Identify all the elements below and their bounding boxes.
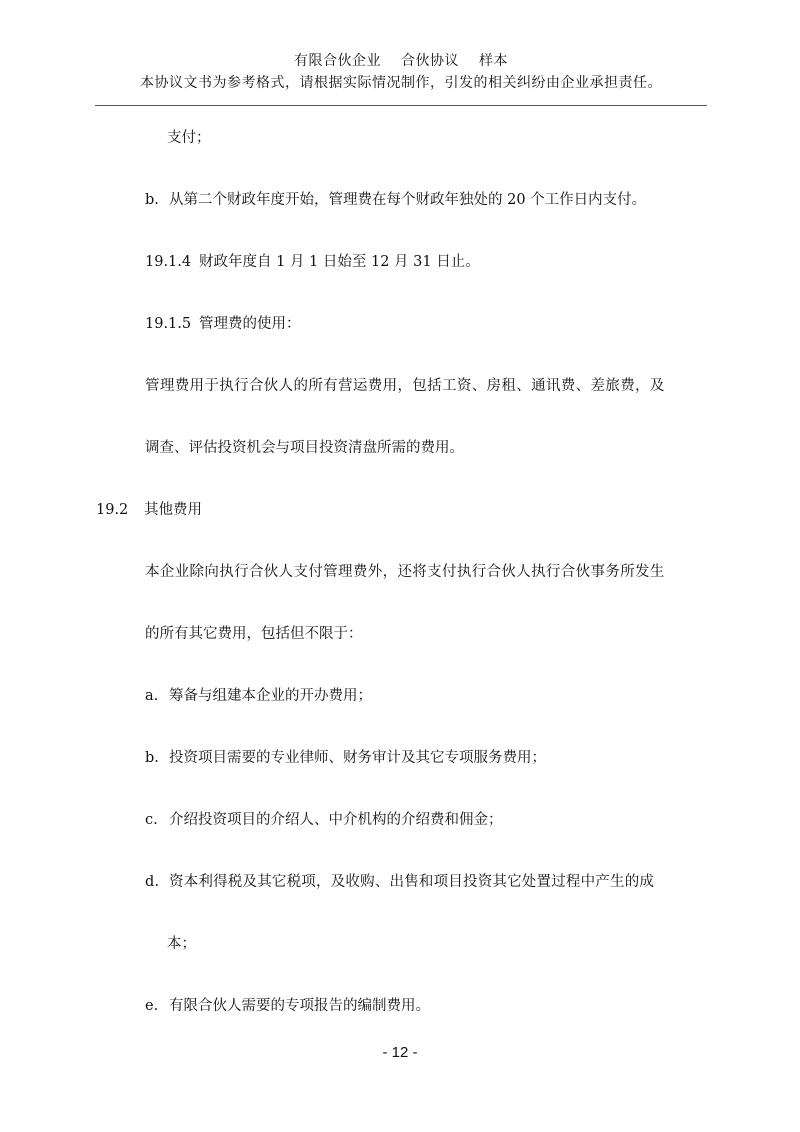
list-item-a — [145, 686, 372, 706]
list-item-e — [145, 996, 430, 1016]
clause-number: 19.1.5 — [145, 316, 192, 332]
list-text: 资本利得税及其它税项，及收购、出售和项目投资其它处置过程中产生的成 — [169, 874, 655, 890]
clause-number: 19.1.4 — [145, 254, 192, 270]
header-title — [95, 50, 707, 72]
list-label: e. — [145, 998, 159, 1014]
list-label: a. — [145, 688, 159, 704]
section-title: 其他费用 — [144, 502, 202, 518]
paragraph-line: 的所有其它费用，包括但不限于： — [145, 626, 363, 642]
clause-text: 财政年度自 1 月 1 日始至 12 月 31 日止。 — [199, 254, 480, 270]
list-text: 有限合伙人需要的专项报告的编制费用。 — [169, 998, 430, 1014]
list-item-c — [145, 810, 503, 830]
clause-19-1-5 — [145, 314, 301, 334]
header-notice: 本协议文书为参考格式，请根据实际情况制作，引发的相关纠纷由企业承担责任。 — [140, 75, 662, 91]
list-item-d-continuation: 本； — [167, 936, 196, 952]
list-item-b — [145, 748, 546, 768]
list-text: 从第二个财政年度开始，管理费在每个财政年独处的 20 个工作日内支付。 — [169, 192, 647, 208]
list-label: b. — [145, 750, 159, 766]
list-item-d — [145, 872, 654, 892]
clause-text: 管理费的使用： — [199, 316, 301, 332]
list-label: c. — [145, 812, 158, 828]
page-number: - 12 - — [382, 1044, 418, 1061]
page-header — [95, 50, 707, 94]
list-label: d. — [145, 874, 160, 890]
paragraph-line: 本企业除向执行合伙人支付管理费外，还将支付执行合伙人执行合伙事务所发生 — [145, 564, 665, 580]
header-sample: 样本 — [479, 53, 508, 69]
list-text: 介绍投资项目的介绍人、中介机构的介绍费和佣金； — [169, 812, 503, 828]
clause-19-1-4 — [145, 252, 480, 272]
list-text: 投资项目需要的专业律师、财务审计及其它专项服务费用； — [169, 750, 546, 766]
section-number: 19.2 — [96, 502, 129, 518]
paragraph-line: 管理费用于执行合伙人的所有营运费用，包括工资、房租、通讯费、差旅费，及 — [145, 378, 665, 394]
paragraph-line: 调查、评估投资机会与项目投资清盘所需的费用。 — [145, 440, 464, 456]
list-item-b-management-fee — [145, 190, 646, 210]
header-divider — [95, 105, 707, 106]
line-continuation-payment: 支付； — [167, 130, 211, 146]
list-label: b. — [145, 192, 159, 208]
section-19-2-heading — [96, 500, 202, 520]
header-doc: 合伙协议 — [401, 53, 459, 69]
header-company: 有限合伙企业 — [294, 53, 381, 69]
list-text: 筹备与组建本企业的开办费用； — [169, 688, 372, 704]
